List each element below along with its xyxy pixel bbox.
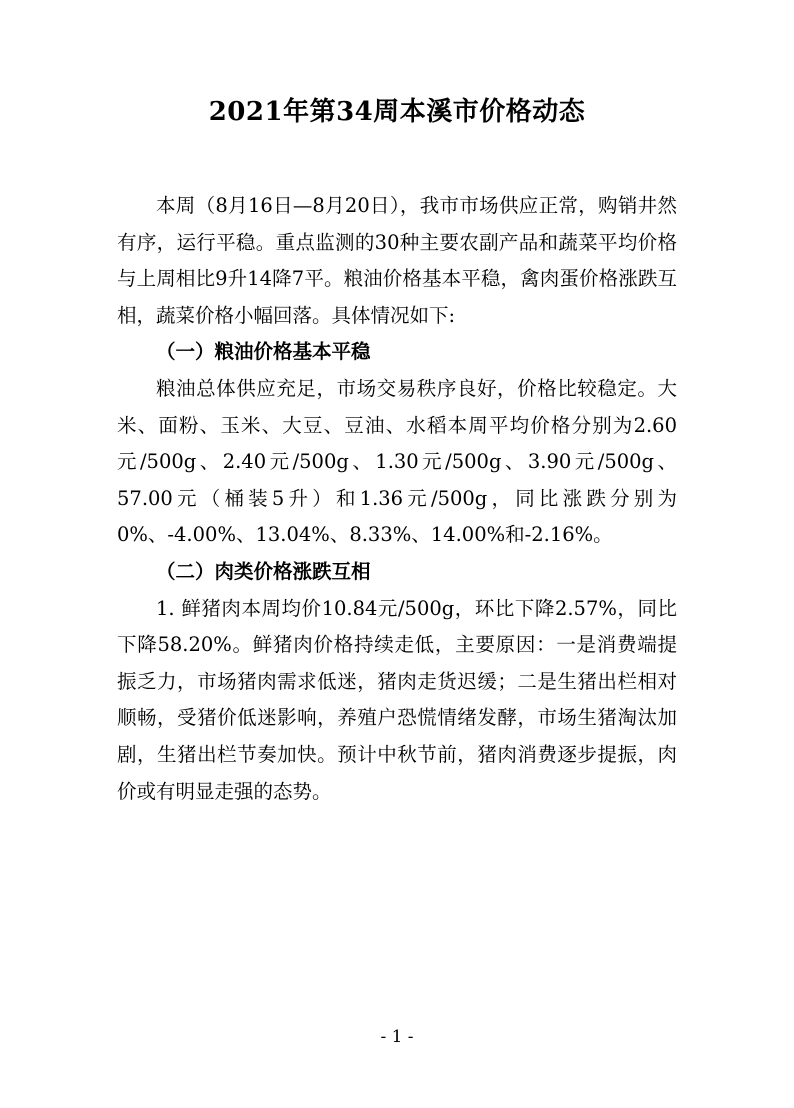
intro-paragraph: 本周（8月16日—8月20日），我市市场供应正常，购销井然有序，运行平稳。重点监测的30种主要农副产品和蔬菜平均价格与上周相比9升14降7平。粮油价格基本平稳，禽肉蛋价格涨跌互相，蔬菜价格小幅回落。具体情况如下:	[117, 194, 677, 327]
page-title: 2021年第34周本溪市价格动态	[208, 97, 586, 127]
document-body	[117, 188, 677, 810]
section-paragraph-pork: 1. 鲜猪肉本周均价10.84元/500g，环比下降2.57%，同比下降58.20%。鲜猪肉价格持续走低，主要原因：一是消费端提振乏力，市场猪肉需求低迷，猪肉走货迟缓；二是生猪出栏相对顺畅，受猪价低迷影响，养殖户恐慌情绪发酵，市场生猪淘汰加剧，生猪出栏节奏加快。预计中秋节前，猪肉消费逐步提振，肉价或有明显走强的态势。	[117, 596, 677, 803]
page-number: - 1 -	[380, 1027, 414, 1047]
section-paragraph-grain-oil: 粮油总体供应充足，市场交易秩序良好，价格比较稳定。大米、面粉、玉米、大豆、豆油、水稻本周平均价格分别为2.60元/500g、2.40元/500g、1.30元/500g、3.90元/500g、57.00元（桶装5升）和1.36元/500g，同比涨跌分别为0%、-4.00%、13.04%、8.33%、14.00%和-2.16%。	[117, 376, 677, 547]
section-heading-grain-oil: （一）粮油价格基本平稳	[156, 340, 371, 364]
section-heading-meat: （二）肉类价格涨跌互相	[156, 559, 371, 583]
